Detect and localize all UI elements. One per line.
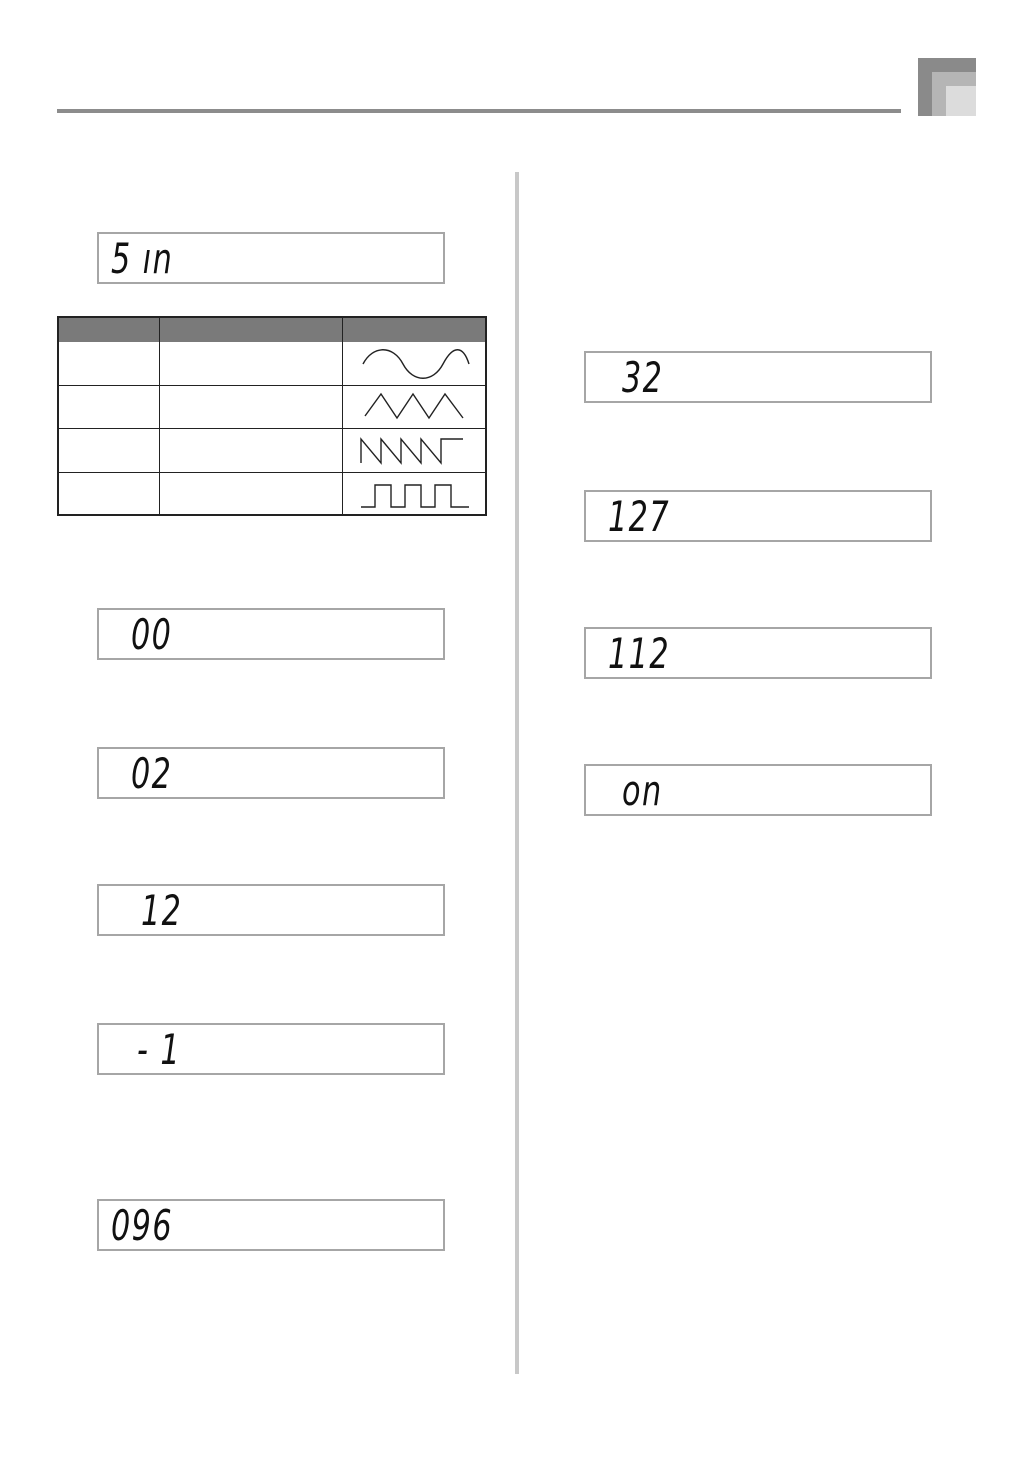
table-header bbox=[59, 318, 485, 342]
lcd-readout: 112 bbox=[608, 629, 671, 678]
lcd-readout: 12 bbox=[141, 886, 183, 935]
lcd-display-waveform bbox=[97, 232, 445, 284]
lcd-readout: 32 bbox=[622, 353, 664, 402]
lcd-display bbox=[97, 608, 445, 660]
lcd-display bbox=[97, 747, 445, 799]
lcd-display bbox=[584, 351, 932, 403]
lcd-display bbox=[97, 1199, 445, 1251]
lcd-readout: - 1 bbox=[137, 1025, 182, 1074]
column-divider bbox=[515, 172, 519, 1374]
sine-wave-icon bbox=[345, 343, 485, 385]
lcd-display bbox=[584, 764, 932, 816]
header-rule bbox=[57, 109, 901, 113]
table-column-divider bbox=[342, 318, 343, 514]
sawtooth-wave-icon bbox=[345, 429, 485, 471]
lcd-display bbox=[584, 490, 932, 542]
square-wave-icon bbox=[345, 473, 485, 515]
lcd-display bbox=[97, 884, 445, 936]
table-column-divider bbox=[159, 318, 160, 514]
triangle-wave-icon bbox=[345, 386, 485, 428]
page-corner-mark-icon bbox=[918, 58, 976, 116]
lcd-readout: 127 bbox=[608, 492, 671, 541]
lcd-readout: 096 bbox=[111, 1201, 174, 1250]
waveform-table bbox=[57, 316, 487, 516]
lcd-readout: on bbox=[622, 766, 663, 815]
lcd-display bbox=[97, 1023, 445, 1075]
lcd-readout: 00 bbox=[131, 610, 173, 659]
lcd-readout: 5 ın bbox=[111, 234, 174, 283]
lcd-display bbox=[584, 627, 932, 679]
lcd-readout: 02 bbox=[131, 749, 173, 798]
